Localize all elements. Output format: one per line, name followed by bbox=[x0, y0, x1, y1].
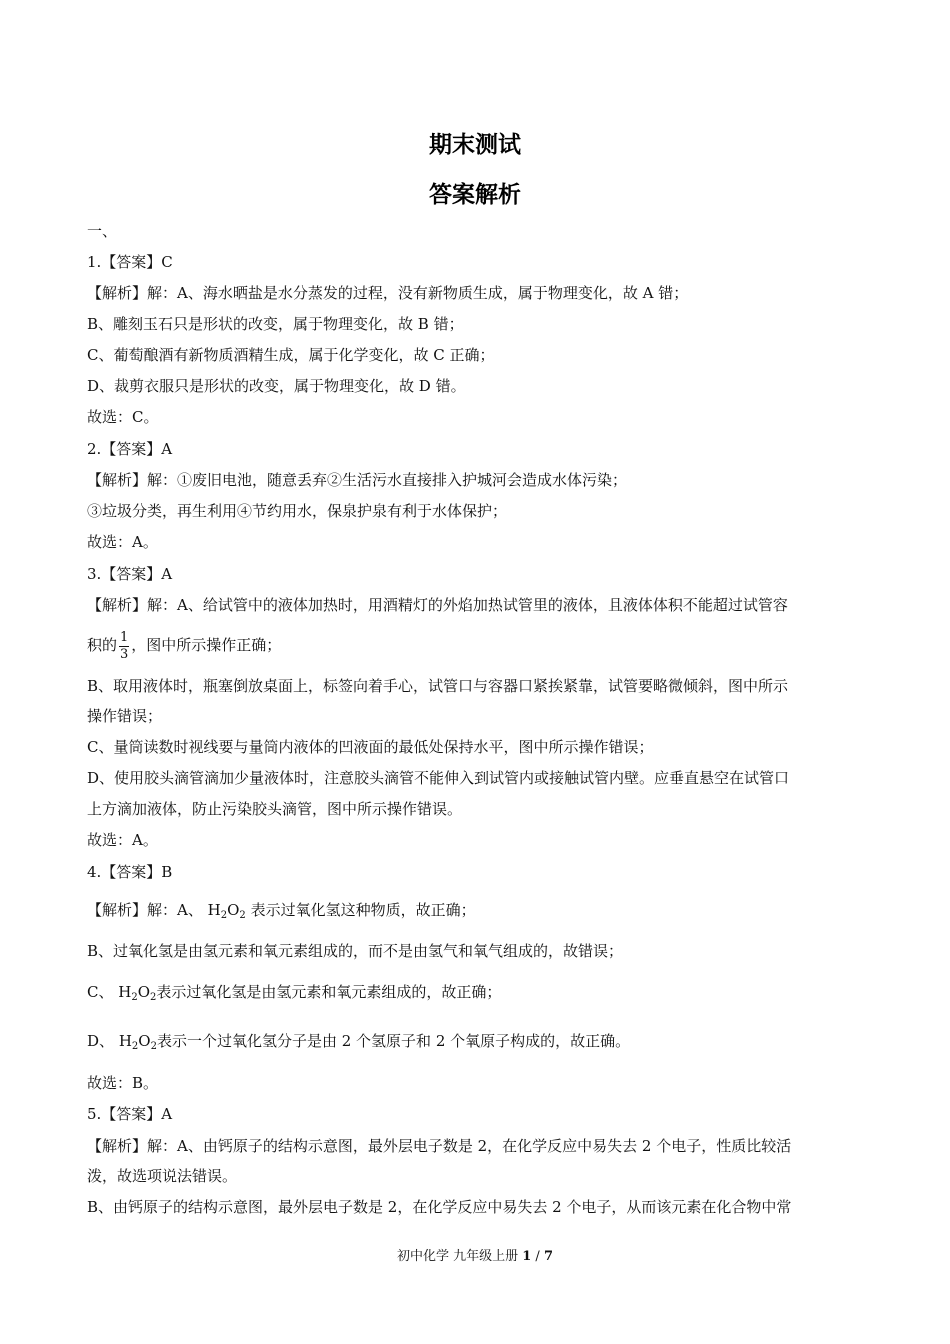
q5-answer: 5.【答案】A bbox=[87, 1105, 173, 1123]
formula-h2o2 bbox=[118, 983, 156, 1001]
q4-analysis-line bbox=[87, 900, 877, 920]
q1-analysis-line: D、裁剪衣服只是形状的改变，属于物理变化，故 D 错。 bbox=[87, 377, 466, 395]
q1-answer: 1.【答案】C bbox=[87, 253, 173, 271]
fraction-numerator: 1 bbox=[120, 629, 129, 645]
q3-analysis-line: 【解析】解：A、给试管中的液体加热时，用酒精灯的外焰加热试管里的液体，且液体体积不能超过试管容 bbox=[87, 596, 788, 614]
fraction bbox=[119, 630, 129, 663]
q1-analysis-line: 【解析】解：A、海水晒盐是水分蒸发的过程，没有新物质生成，属于物理变化，故 A 错； bbox=[87, 284, 689, 302]
q4-analysis-line bbox=[87, 1031, 877, 1051]
document-subtitle: 答案解析 bbox=[429, 182, 521, 208]
q3-text: ，图中所示操作正确； bbox=[131, 636, 282, 654]
q5-analysis-line: 泼，故选项说法错误。 bbox=[87, 1167, 238, 1185]
q1-choice: 故选：C。 bbox=[87, 408, 159, 426]
formula-element: O bbox=[138, 1032, 151, 1050]
q1-analysis-line: C、葡萄酿酒有新物质酒精生成，属于化学变化，故 C 正确； bbox=[87, 346, 495, 364]
footer-page-total: 7 bbox=[543, 1249, 553, 1264]
q3-analysis-line: 上方滴加液体，防止污染胶头滴管，图中所示操作错误。 bbox=[87, 800, 463, 818]
formula-element: H bbox=[118, 983, 132, 1001]
q4-text: 【解析】解：A、 bbox=[87, 901, 203, 919]
q3-analysis-line: 操作错误； bbox=[87, 707, 163, 725]
footer-course: 初中化学 九年级上册 bbox=[396, 1249, 523, 1264]
footer-page-number: 1 bbox=[522, 1249, 532, 1264]
formula-subscript: 2 bbox=[131, 992, 138, 1003]
section-heading: 一、 bbox=[87, 222, 118, 240]
q2-analysis-line: 【解析】解：①废旧电池，随意丢弃②生活污水直接排入护城河会造成水体污染； bbox=[87, 471, 628, 489]
page-footer bbox=[0, 1245, 950, 1264]
formula-subscript: 2 bbox=[239, 910, 246, 921]
q1-analysis-line: B、雕刻玉石只是形状的改变，属于物理变化，故 B 错； bbox=[87, 315, 464, 333]
q3-analysis-line: C、量筒读数时视线要与量筒内液体的凹液面的最低处保持水平，图中所示操作错误； bbox=[87, 738, 654, 756]
q5-analysis-line: 【解析】解：A、由钙原子的结构示意图，最外层电子数是 2，在化学反应中易失去 2 个电子，性质比较活 bbox=[87, 1137, 792, 1155]
formula-subscript: 2 bbox=[150, 1041, 157, 1052]
q3-choice: 故选：A。 bbox=[87, 831, 158, 849]
q4-answer: 4.【答案】B bbox=[87, 863, 173, 881]
q4-text: 表示一个过氧化氢分子是由 2 个氢原子和 2 个氧原子构成的，故正确。 bbox=[156, 1032, 631, 1050]
q2-analysis-line: ③垃圾分类，再生利用④节约用水，保泉护泉有利于水体保护； bbox=[87, 502, 508, 520]
q3-analysis-line: D、使用胶头滴管滴加少量液体时，注意胶头滴管不能伸入到试管内或接触试管内壁。应垂直悬空在试管口 bbox=[87, 769, 790, 787]
formula-element: H bbox=[207, 901, 221, 919]
q3-text: 积的 bbox=[87, 636, 118, 654]
q4-choice: 故选：B。 bbox=[87, 1074, 159, 1092]
q4-analysis-line bbox=[87, 982, 877, 1002]
formula-subscript: 2 bbox=[131, 1041, 139, 1052]
footer-separator: / bbox=[531, 1249, 544, 1264]
q3-analysis-line: B、取用液体时，瓶塞倒放桌面上，标签向着手心，试管口与容器口紧挨紧靠，试管要略微倾斜，图中所示 bbox=[87, 677, 789, 695]
q5-analysis-line: B、由钙原子的结构示意图，最外层电子数是 2，在化学反应中易失去 2 个电子，从而该元素在化合物中常 bbox=[87, 1198, 792, 1216]
document-title: 期末测试 bbox=[429, 132, 521, 158]
q4-text: 表示过氧化氢是由氢元素和氧元素组成的，故正确； bbox=[156, 983, 502, 1001]
formula-h2o2 bbox=[208, 901, 246, 919]
formula-element: H bbox=[118, 1032, 132, 1050]
q4-text: 表示过氧化氢这种物质，故正确； bbox=[250, 901, 476, 919]
q3-answer: 3.【答案】A bbox=[87, 565, 173, 583]
q3-analysis-line bbox=[87, 627, 877, 663]
q4-text: D、 bbox=[87, 1032, 115, 1050]
fraction-denominator: 3 bbox=[120, 646, 129, 662]
q4-analysis-line: B、过氧化氢是由氢元素和氧元素组成的，而不是由氢气和氧气组成的，故错误； bbox=[87, 942, 624, 960]
formula-subscript: 2 bbox=[150, 992, 157, 1003]
formula-element: O bbox=[137, 983, 151, 1001]
formula-h2o2 bbox=[119, 1032, 157, 1050]
formula-element: O bbox=[227, 901, 240, 919]
q4-text: C、 bbox=[87, 983, 114, 1001]
q2-answer: 2.【答案】A bbox=[87, 440, 173, 458]
q2-choice: 故选：A。 bbox=[87, 533, 158, 551]
formula-subscript: 2 bbox=[220, 910, 228, 921]
